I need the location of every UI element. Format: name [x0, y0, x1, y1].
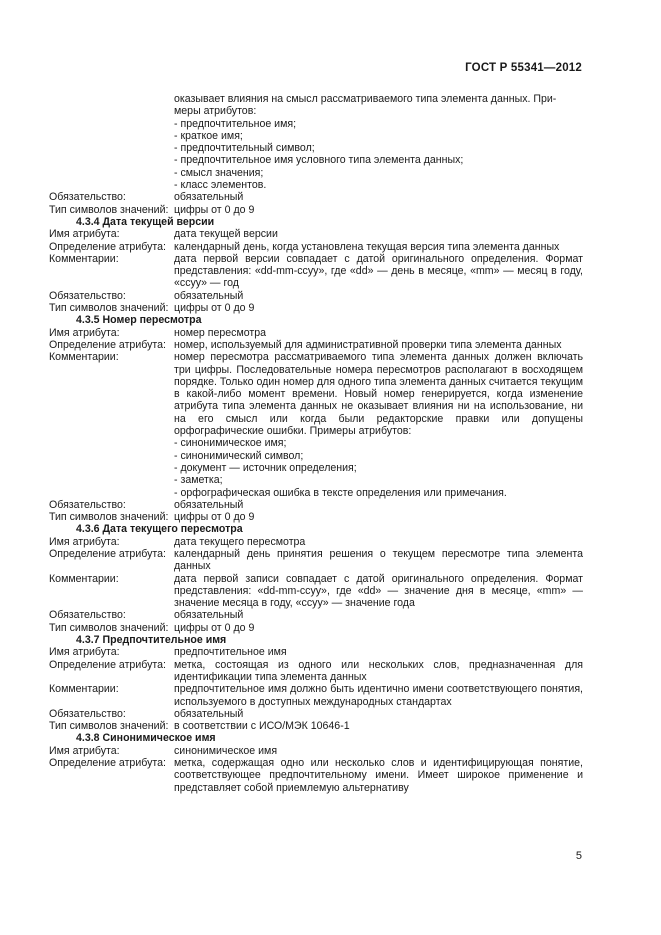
list-item: - краткое имя; [174, 129, 243, 142]
field-label: Имя атрибута: [49, 535, 120, 548]
field-label: Тип символов значений: [49, 511, 169, 524]
field-label: Имя атрибута: [49, 744, 120, 757]
text-line: оказывает влияния на смысл рассматриваемого типа элемента данных. При- [174, 93, 557, 105]
definition-row [49, 659, 583, 684]
field-value: обязательный [174, 191, 244, 204]
field-label: Определение атрибута: [49, 547, 166, 560]
char-type-row [49, 204, 583, 216]
obligation-row [49, 191, 583, 203]
list-item: - предпочтительное имя условного типа элемента данных; [174, 154, 464, 167]
text-line: меры атрибутов: [174, 105, 257, 118]
field-label: Имя атрибута: [49, 326, 120, 339]
field-value: предпочтительное имя должно быть идентично имени соответствующего понятия, используемого в доступных международных стандартах [174, 683, 583, 708]
list-item: - предпочтительный символ; [174, 142, 315, 155]
attr-name-row [49, 646, 583, 658]
field-value: в соответствии с ИСО/МЭК 10646-1 [174, 720, 350, 733]
comments-row [49, 351, 583, 499]
attr-name-row [49, 536, 583, 548]
field-label: Имя атрибута: [49, 646, 120, 659]
section-title: 4.3.5 Номер пересмотра [76, 314, 202, 327]
list-item: - предпочтительное имя; [174, 117, 297, 130]
section-4-3-8 [49, 732, 583, 793]
section-4-3-7 [49, 634, 583, 732]
field-value: дата первой версии совпадает с датой оригинального определения. Формат представления: «dd-mm-ccyy», где «dd» — день в месяце, «mm» — месяц в году, «ccyy» — год [174, 252, 583, 290]
comments-row [49, 253, 583, 290]
char-type-row [49, 511, 583, 523]
field-label: Обязательство: [49, 289, 126, 302]
field-value: обязательный [174, 289, 244, 302]
field-label: Обязательство: [49, 498, 126, 511]
list-item: - орфографическая ошибка в тексте определения или примечания. [174, 486, 507, 499]
list-item: - смысл значения; [174, 166, 264, 179]
field-value: цифры от 0 до 9 [174, 621, 255, 634]
obligation-row [49, 609, 583, 621]
field-value: цифры от 0 до 9 [174, 203, 255, 216]
field-value: календарный день, когда установлена текущая версия типа элемента данных [174, 240, 560, 253]
section-title: 4.3.8 Синонимическое имя [76, 732, 216, 745]
list-item: - заметка; [174, 474, 223, 487]
field-label: Тип символов значений: [49, 302, 169, 315]
definition-row [49, 339, 583, 351]
field-value: цифры от 0 до 9 [174, 511, 255, 524]
comments-row [49, 683, 583, 708]
definition-row [49, 548, 583, 573]
section-4-3-4 [49, 216, 583, 314]
definition-row [49, 241, 583, 253]
field-value: цифры от 0 до 9 [174, 302, 255, 315]
obligation-row [49, 290, 583, 302]
section-title: 4.3.6 Дата текущего пересмотра [76, 523, 243, 536]
list-item: - синонимический символ; [174, 449, 304, 462]
page-number: 5 [575, 850, 582, 862]
list-item: - документ — источник определения; [174, 461, 357, 474]
field-label: Имя атрибута: [49, 228, 120, 241]
field-label: Комментарии: [49, 351, 119, 364]
field-label: Комментарии: [49, 252, 119, 265]
field-label: Определение атрибута: [49, 757, 166, 770]
intro-block [49, 93, 583, 216]
field-value: дата текущей версии [174, 228, 278, 241]
attr-name-row [49, 327, 583, 339]
field-value: обязательный [174, 707, 244, 720]
field-value: синонимическое имя [174, 744, 278, 757]
field-label: Комментарии: [49, 683, 119, 696]
field-value: обязательный [174, 609, 244, 622]
list-item: - класс элементов. [174, 179, 267, 192]
field-value: метка, содержащая одно или несколько слов и идентифицирующая понятие, соответствующее предпочтительному имени. Имеет широкое применение и представляет собой приемлемую альтернативу [174, 757, 583, 794]
document-header: ГОСТ Р 55341—2012 [465, 62, 582, 74]
obligation-row [49, 708, 583, 720]
field-value: предпочтительное имя [174, 646, 287, 659]
field-label: Определение атрибута: [49, 658, 166, 671]
field-label: Обязательство: [49, 609, 126, 622]
section-4-3-5 [49, 314, 583, 523]
field-value: обязательный [174, 498, 244, 511]
obligation-row [49, 499, 583, 511]
list-item: - синонимическое имя; [174, 437, 287, 450]
field-value: дата текущего пересмотра [174, 535, 306, 548]
field-label: Тип символов значений: [49, 621, 169, 634]
section-4-3-6 [49, 523, 583, 634]
section-title: 4.3.4 Дата текущей версии [76, 215, 215, 228]
attr-name-row [49, 745, 583, 757]
document-body [49, 93, 583, 794]
section-title: 4.3.7 Предпочтительное имя [76, 634, 227, 647]
field-value: дата первой записи совпадает с датой оригинального определения. Формат представления: «dd-mm-ccyy», где «dd» — значение дня в месяце, «mm» — значение месяца в году, «ccyy» — значение года [174, 572, 583, 610]
field-label: Тип символов значений: [49, 720, 169, 733]
char-type-row [49, 622, 583, 634]
field-value [174, 351, 583, 499]
field-value: метка, состоящая из одного или нескольких слов, предназначенная для идентификации типа элемента данных [174, 658, 583, 683]
field-value: календарный день принятия решения о текущем пересмотре типа элемента данных [174, 547, 583, 573]
comments-row [49, 573, 583, 610]
definition-row [49, 757, 583, 794]
char-type-row [49, 720, 583, 732]
field-label: Обязательство: [49, 191, 126, 204]
field-label: Определение атрибута: [49, 240, 166, 253]
field-label: Комментарии: [49, 572, 119, 585]
attr-name-row [49, 228, 583, 240]
field-label: Обязательство: [49, 707, 126, 720]
field-label: Тип символов значений: [49, 203, 169, 216]
field-label: Определение атрибута: [49, 338, 166, 351]
field-value: номер пересмотра [174, 326, 267, 339]
char-type-row [49, 302, 583, 314]
comment-text: номер пересмотра рассматриваемого типа элемента данных должен включать три цифры. Последовательные номера пересмотров располагают в восходящем порядке. Только один номер для одного типа элемента данных считается текущим в какой-либо момент времени. Новый номер генерируется, когда изменение атрибута типа элемента данных не оказывает влияния ни на использование, ни на его смысл или когда были редакторские правки или допущены орфографические ошибки. Примеры атрибутов: [174, 351, 583, 438]
field-value: номер, используемый для административной проверки типа элемента данных [174, 338, 562, 351]
